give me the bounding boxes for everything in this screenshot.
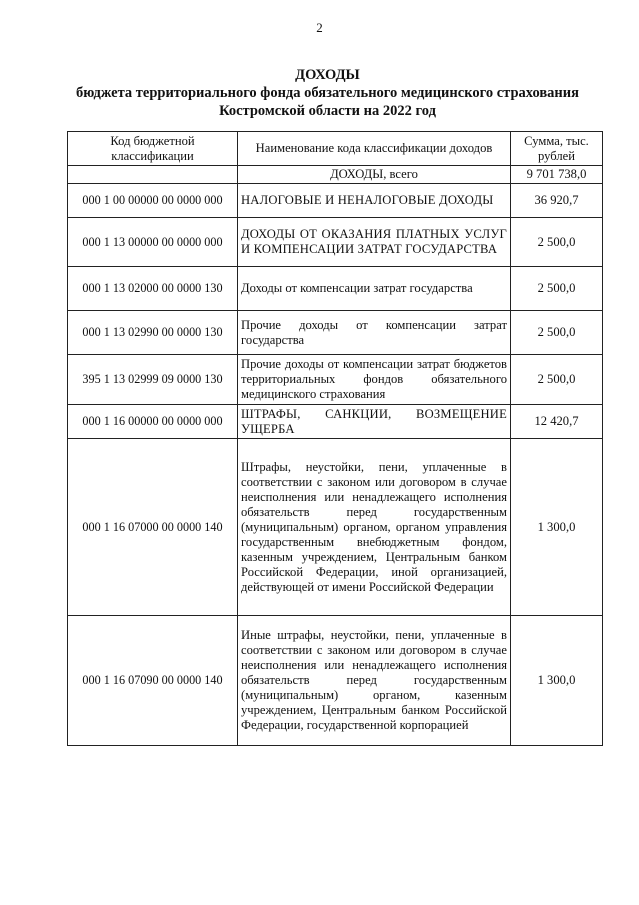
table-row [68, 218, 603, 267]
row-sum: 1 300,0 [511, 439, 603, 616]
row-code: 000 1 16 07090 00 0000 140 [68, 616, 238, 746]
total-code-cell [68, 166, 238, 184]
row-sum: 1 300,0 [511, 616, 603, 746]
table-row [68, 405, 603, 439]
table-header-row [68, 132, 603, 166]
row-sum: 2 500,0 [511, 355, 603, 405]
row-code: 000 1 13 00000 00 0000 000 [68, 218, 238, 267]
row-sum: 36 920,7 [511, 184, 603, 218]
total-sum: 9 701 738,0 [511, 166, 603, 184]
table-row [68, 355, 603, 405]
row-code: 000 1 16 00000 00 0000 000 [68, 405, 238, 439]
total-row [68, 166, 603, 184]
header-code: Код бюджетной классификации [68, 132, 238, 166]
revenue-table [67, 131, 603, 746]
row-code: 000 1 13 02000 00 0000 130 [68, 267, 238, 311]
title-line-3: Костромской области на 2022 год [219, 103, 436, 119]
table-row [68, 616, 603, 746]
row-sum: 2 500,0 [511, 218, 603, 267]
table-row [68, 311, 603, 355]
title-line-2: бюджета территориального фонда обязательного медицинского страхования [76, 85, 579, 101]
row-code: 000 1 00 00000 00 0000 000 [68, 184, 238, 218]
row-code: 395 1 13 02999 09 0000 130 [68, 355, 238, 405]
document-title [40, 66, 615, 120]
row-name: ШТРАФЫ, САНКЦИИ, ВОЗМЕЩЕНИЕ УЩЕРБА [238, 405, 511, 439]
table-row [68, 184, 603, 218]
row-sum: 2 500,0 [511, 311, 603, 355]
row-name: Иные штрафы, неустойки, пени, уплаченные в соответствии с законом или договором в случае неисполнения или ненадлежащего исполнения обязательств перед государственным (муниципальным) органом, казенным учреждением, Центральным банком Российской Федерации, государственной корпорацией [238, 616, 511, 746]
header-name: Наименование кода классификации доходов [238, 132, 511, 166]
row-name: Прочие доходы от компенсации затрат бюджетов территориальных фондов обязательного медицинского страхования [238, 355, 511, 405]
header-sum: Сумма, тыс. рублей [511, 132, 603, 166]
row-name: ДОХОДЫ ОТ ОКАЗАНИЯ ПЛАТНЫХ УСЛУГ И КОМПЕНСАЦИИ ЗАТРАТ ГОСУДАРСТВА [238, 218, 511, 267]
row-name: Прочие доходы от компенсации затрат государства [238, 311, 511, 355]
row-name: Доходы от компенсации затрат государства [238, 267, 511, 311]
row-code: 000 1 13 02990 00 0000 130 [68, 311, 238, 355]
row-code: 000 1 16 07000 00 0000 140 [68, 439, 238, 616]
row-sum: 12 420,7 [511, 405, 603, 439]
total-label: ДОХОДЫ, всего [238, 166, 511, 184]
table-row [68, 267, 603, 311]
row-sum: 2 500,0 [511, 267, 603, 311]
row-name: НАЛОГОВЫЕ И НЕНАЛОГОВЫЕ ДОХОДЫ [238, 184, 511, 218]
page-number: 2 [316, 20, 323, 35]
row-name: Штрафы, неустойки, пени, уплаченные в соответствии с законом или договором в случае неисполнения или ненадлежащего исполнения обязательств перед государственным (муниципальным) органом, органом управления государственным внебюджетным фондом, казенным учреждением, Центральным банком Российской Федерации, иной организацией, действующей от имени Российской Федерации [238, 439, 511, 616]
title-line-1: ДОХОДЫ [295, 67, 360, 83]
table-row [68, 439, 603, 616]
